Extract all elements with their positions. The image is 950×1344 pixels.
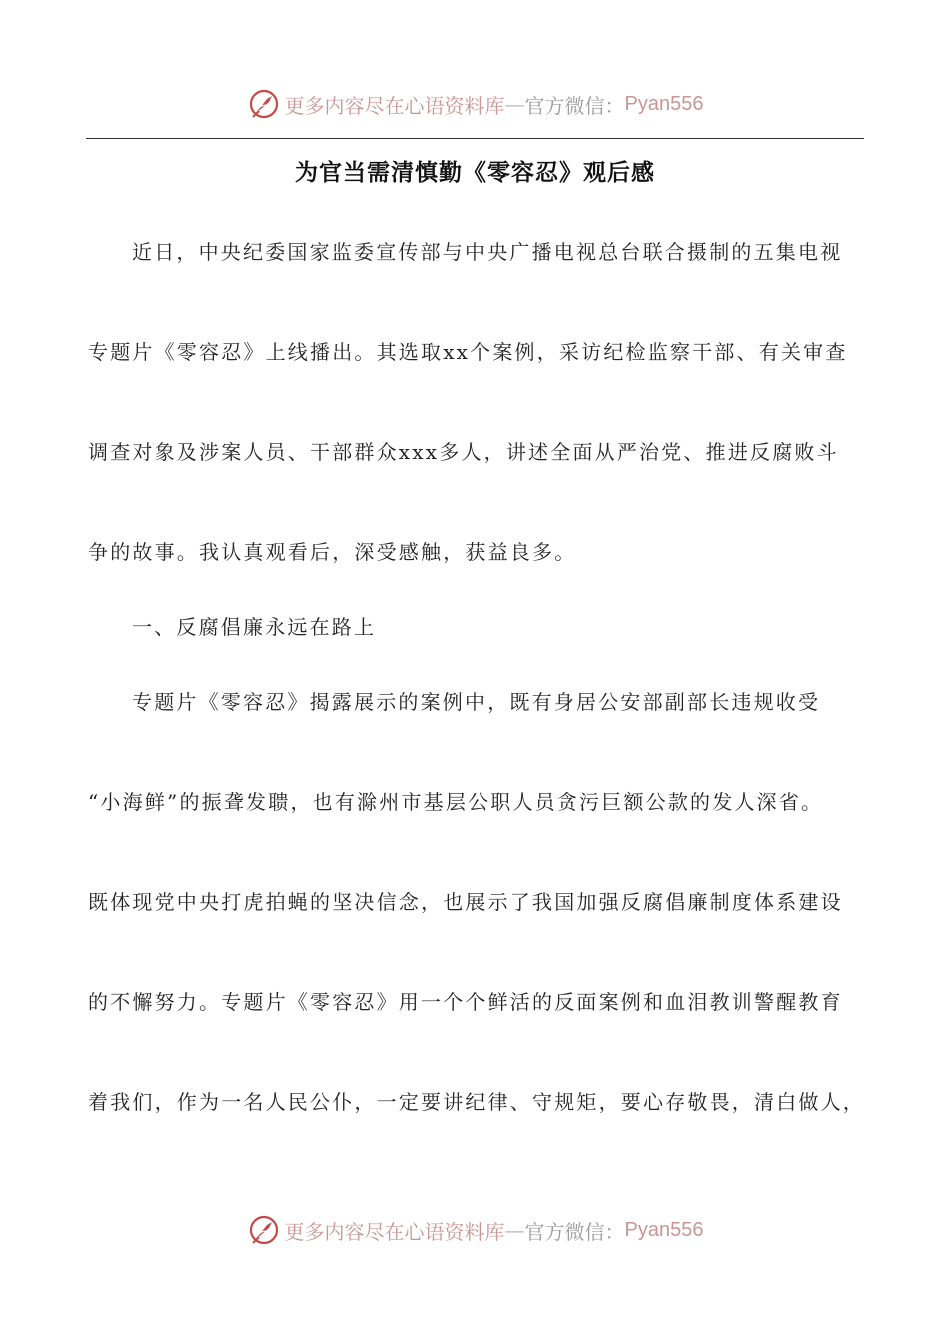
paragraph-line: 调查对象及涉案人员、干部群众xxx多人，讲述全面从严治党、推进反腐败斗 xyxy=(88,440,839,464)
paragraph-line: 着我们，作为一名人民公仆，一定要讲纪律、守规矩，要心存敬畏，清白做人， xyxy=(88,1090,865,1114)
watermark-dash: — xyxy=(504,1218,525,1242)
footer-watermark xyxy=(0,1210,950,1250)
watermark-site-text: 更多内容尽在心语资料库 xyxy=(284,1219,505,1244)
header-divider xyxy=(86,138,864,139)
paragraph-line: 的不懈努力。专题片《零容忍》用一个个鲜活的反面案例和血泪教训警醒教育 xyxy=(88,990,843,1014)
pen-nib-icon xyxy=(247,87,281,121)
paragraph-line: 专题片《零容忍》上线播出。其选取xx个案例，采访纪检监察干部、有关审查 xyxy=(88,340,848,364)
document-title: 为官当需清慎勤《零容忍》观后感 xyxy=(295,160,655,186)
header-watermark xyxy=(0,84,950,124)
watermark-site-text: 更多内容尽在心语资料库 xyxy=(284,93,505,118)
watermark-wechat-label: 官方微信： xyxy=(524,1219,625,1244)
paragraph-line: 近日，中央纪委国家监委宣传部与中央广播电视总台联合摄制的五集电视 xyxy=(132,240,843,264)
paragraph-line: 争的故事。我认真观看后，深受感触，获益良多。 xyxy=(88,540,577,564)
paragraph-line: 既体现党中央打虎拍蝇的坚决信念，也展示了我国加强反腐倡廉制度体系建设 xyxy=(88,890,843,914)
section-heading: 一、反腐倡廉永远在路上 xyxy=(132,615,377,639)
paragraph-line: “小海鲜”的振聋发聩，也有滁州市基层公职人员贪污巨额公款的发人深省。 xyxy=(88,790,824,814)
pen-nib-icon xyxy=(247,1213,281,1247)
watermark-wechat-id: Pyan556 xyxy=(624,1218,704,1241)
watermark-dash: — xyxy=(504,92,525,116)
watermark-wechat-id: Pyan556 xyxy=(624,92,704,115)
watermark-wechat-label: 官方微信： xyxy=(524,93,625,118)
paragraph-line: 专题片《零容忍》揭露展示的案例中，既有身居公安部副部长违规收受 xyxy=(132,690,821,714)
